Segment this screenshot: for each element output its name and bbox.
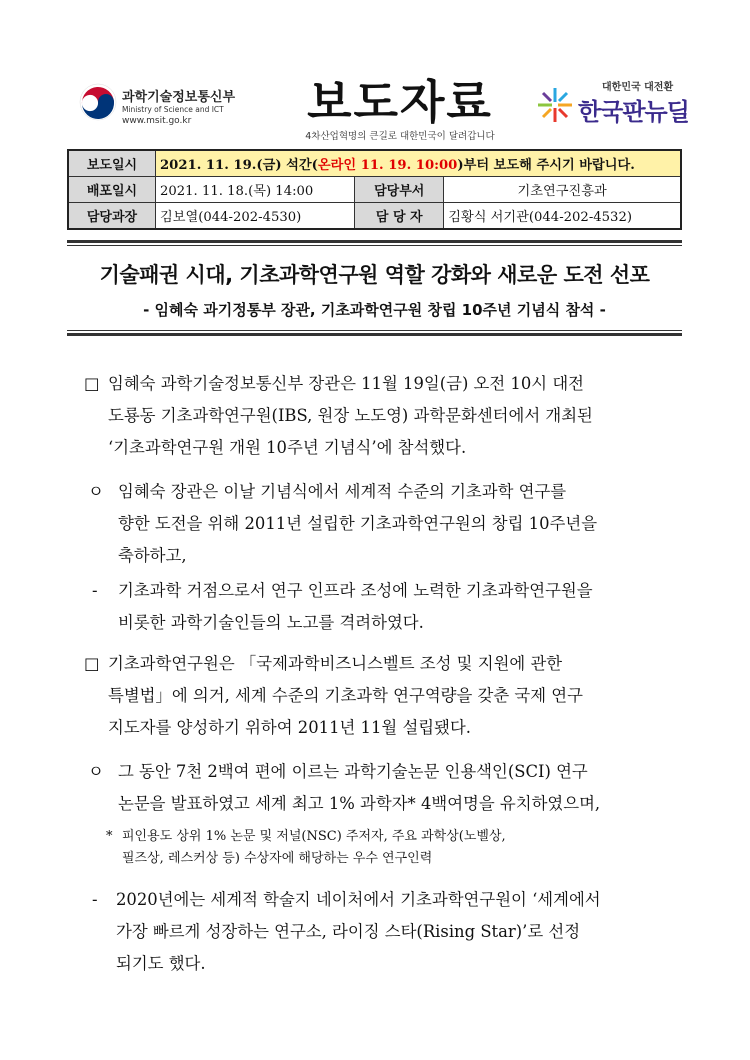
p4-line-3: 지도자를 양성하기 위하여 2011년 11월 설립됐다. — [108, 718, 471, 737]
p2-line-1: 임혜숙 장관은 이날 기념식에서 세계적 수준의 기초과학 연구를 — [118, 482, 567, 501]
director-label: 담당과장 — [68, 203, 156, 230]
department-label: 담당부서 — [355, 177, 444, 203]
ministry-logo — [78, 78, 278, 128]
p2-line-2: 향한 도전을 위해 2011년 설립한 기초과학연구원의 창립 10주년을 — [118, 514, 598, 533]
release-date-label: 보도일시 — [68, 150, 156, 177]
p1-line-3: ‘기초과학연구원 개원 10주년 기념식’에 참석했다. — [108, 438, 467, 457]
director-value: 김보열(044-202-4530) — [156, 203, 355, 230]
dash-bullet: - — [92, 890, 98, 909]
paragraph-4 — [84, 648, 684, 744]
paragraph-1 — [84, 368, 684, 464]
release-date-value — [156, 150, 682, 177]
ministry-name-en: Ministry of Science and ICT — [122, 105, 224, 114]
paragraph-2 — [88, 476, 684, 572]
p1-line-1: 임혜숙 과학기술정보통신부 장관은 11월 19일(금) 오전 10시 대전 — [108, 374, 584, 393]
ministry-url: www.msit.go.kr — [122, 116, 192, 126]
distribution-date-label: 배포일시 — [68, 177, 156, 203]
taegeuk-emblem-icon — [78, 82, 118, 122]
new-deal-title: 한국판뉴딜 — [578, 98, 689, 126]
release-info-table — [67, 149, 682, 230]
dash-bullet: - — [92, 581, 98, 600]
contact-person-label: 담 당 자 — [355, 203, 444, 230]
contact-row — [68, 203, 681, 230]
circle-bullet: ㅇ — [88, 482, 104, 501]
note-line-2: 필즈상, 레스커상 등) 수상자에 해당하는 우수 연구인력 — [122, 851, 433, 866]
p2-line-3: 축하하고, — [118, 546, 187, 565]
p4-line-2: 특별법」에 의거, 세계 수준의 기초과학 연구역량을 갖춘 국제 연구 — [108, 686, 583, 705]
new-deal-subtitle: 대한민국 대전환 — [602, 82, 674, 93]
distribution-row — [68, 177, 681, 203]
p1-line-2: 도룡동 기초과학연구원(IBS, 원장 노도영) 과학문화센터에서 개최된 — [108, 406, 593, 425]
p5-line-1: 그 동안 7천 2백여 편에 이르는 과학기술논문 인용색인(SCI) 연구 — [118, 762, 588, 781]
paragraph-5 — [88, 756, 684, 820]
p6-line-2: 가장 빠르게 성장하는 연구소, 라이징 스타(Rising Star)’로 선정 — [116, 922, 581, 941]
ministry-name: 과학기술정보통신부 — [122, 90, 236, 105]
new-deal-star-icon — [536, 86, 574, 124]
slogan: 4차산업혁명의 큰길로 대한민국이 달려갑니다 — [305, 131, 495, 142]
release-date-suffix: )부터 보도해 주시기 바랍니다. — [457, 158, 635, 173]
asterisk-marker: * — [106, 829, 113, 844]
p6-line-3: 되기도 했다. — [116, 954, 206, 973]
note-line-1: 피인용도 상위 1% 논문 및 저널(NSC) 주저자, 주요 과학상(노벨상, — [122, 829, 506, 844]
p3-line-2: 비롯한 과학기술인들의 노고를 격려하였다. — [118, 613, 424, 632]
doc-type-title: 보도자료 — [307, 75, 493, 129]
headline: 기술패권 시대, 기초과학연구원 역할 강화와 새로운 도전 선포 — [99, 263, 650, 287]
footnote — [106, 826, 686, 870]
paragraph-6 — [92, 884, 684, 980]
release-online-time: 온라인 11. 19. 10:00 — [317, 158, 458, 173]
department-value: 기초연구진흥과 — [444, 177, 681, 203]
headline-box — [67, 240, 682, 336]
distribution-date-value: 2021. 11. 18.(목) 14:00 — [156, 177, 355, 203]
korean-new-deal-logo — [536, 76, 736, 132]
square-bullet: □ — [84, 654, 100, 673]
release-date-row — [68, 150, 681, 177]
release-date-text: 2021. 11. 19.(금) 석간( — [160, 158, 318, 173]
square-bullet: □ — [84, 374, 100, 393]
p5-line-2: 논문을 발표하였고 세계 최고 1% 과학자* 4백여명을 유치하였으며, — [118, 794, 601, 813]
subheadline: - 임혜숙 과기정통부 장관, 기초과학연구원 창립 10주년 기념식 참석 - — [143, 301, 606, 319]
circle-bullet: ㅇ — [88, 762, 104, 781]
p3-line-1: 기초과학 거점으로서 연구 인프라 조성에 노력한 기초과학연구원을 — [118, 581, 593, 600]
p4-line-1: 기초과학연구원은 「국제과학비즈니스벨트 조성 및 지원에 관한 — [108, 654, 563, 673]
contact-person-value: 김황식 서기관(044-202-4532) — [444, 203, 681, 230]
paragraph-3 — [92, 575, 684, 639]
p6-line-1: 2020년에는 세계적 학술지 네이처에서 기초과학연구원이 ‘세계에서 — [116, 890, 601, 909]
press-release-header — [0, 0, 750, 150]
